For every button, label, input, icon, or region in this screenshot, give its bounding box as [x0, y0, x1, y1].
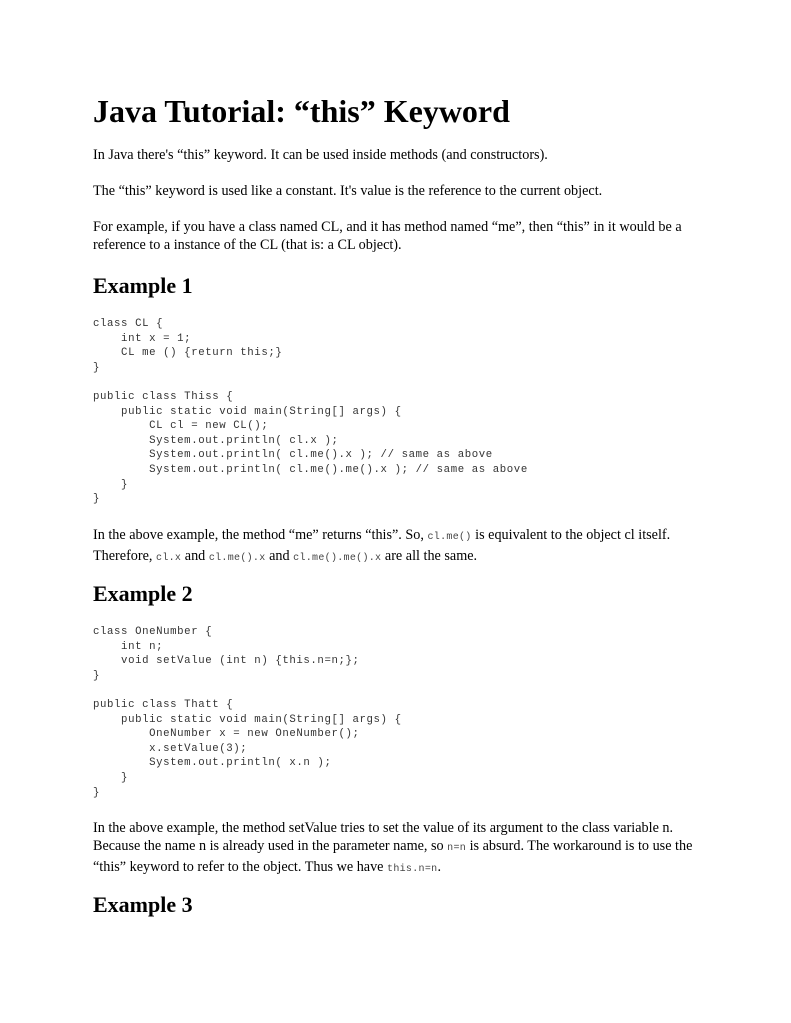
inline-code: cl.me().me().x — [293, 553, 382, 564]
text-segment: and — [181, 548, 209, 564]
intro-paragraph-1: In Java there's “this” keyword. It can be used inside methods (and constructors). — [93, 147, 548, 163]
text-segment: . — [437, 859, 441, 875]
inline-code: cl.me() — [427, 532, 472, 543]
inline-code: cl.me().x — [208, 553, 266, 564]
text-segment: and — [265, 548, 294, 564]
page-title: Java Tutorial: “this” Keyword — [93, 93, 510, 129]
example-2-explanation — [93, 819, 698, 879]
text-segment: is absurd. The workaround is to use the “this” keyword to refer to the object. Thus we have — [93, 838, 693, 875]
text-segment: In the above example, the method “me” returns “this”. So, — [93, 527, 428, 543]
example-1-heading: Example 1 — [93, 273, 193, 298]
example-2-code: class OneNumber { int n; void setValue (int n) {this.n=n;}; } public class Thatt { public static void main(String[] args) { OneNumber x = new OneNumber(); x.setValue(3); System.out.println( x.n ); } } — [93, 626, 402, 799]
text-segment: is equivalent to the object cl itself. Therefore, — [93, 527, 671, 564]
inline-code: cl.x — [156, 553, 182, 564]
intro-paragraph-2: The “this” keyword is used like a constant. It's value is the reference to the current object. — [93, 183, 603, 199]
example-1-explanation — [93, 526, 698, 568]
inline-code: this.n=n — [387, 864, 438, 875]
text-segment: are all the same. — [381, 548, 478, 564]
text-segment: In the above example, the method setValue tries to set the value of its argument to the class variable n. Because the name n is already used in the parameter name, so — [93, 820, 674, 854]
intro-paragraph-3: For example, if you have a class named CL, and it has method named “me”, then “this” in it would be a reference to a instance of the CL (that is: a CL object). — [93, 219, 682, 253]
example-1-code: class CL { int x = 1; CL me () {return this;} } public class Thiss { public static void main(String[] args) { CL cl = new CL(); System.out.println( cl.x ); System.out.println( cl.me().x ); // same as above System.out.println( cl.me().me().x ); // same as above } } — [93, 318, 528, 506]
inline-code: n=n — [447, 843, 467, 854]
example-2-heading: Example 2 — [93, 581, 193, 606]
example-3-heading: Example 3 — [93, 892, 193, 917]
